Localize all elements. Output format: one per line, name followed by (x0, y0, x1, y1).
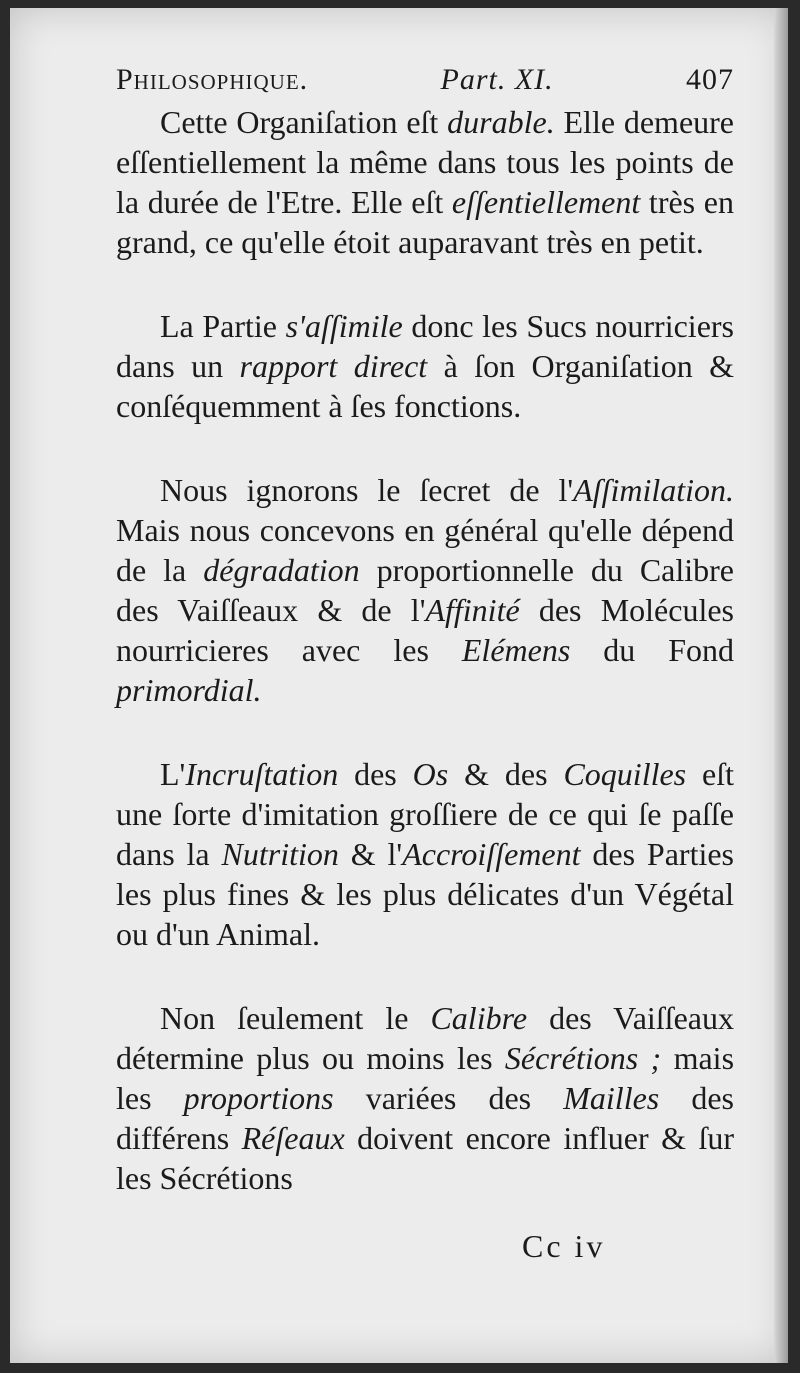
signature-mark: Cc iv (522, 1228, 606, 1264)
text-run: Mais nous concevons en général qu'elle dépend de la (116, 512, 734, 588)
text-run: Non ſeulement le (160, 1000, 431, 1036)
paragraph (116, 754, 734, 954)
text-run: à ſon Organiſation & conſéquemment à ſes fonctions. (116, 348, 734, 424)
paragraph (116, 998, 734, 1198)
italic-text-run: Affinité (425, 592, 520, 628)
book-page (10, 8, 788, 1363)
text-run: La Partie (160, 308, 286, 344)
paragraph (116, 306, 734, 426)
paragraph-container (116, 102, 734, 1198)
italic-text-run: Elémens (461, 632, 571, 668)
italic-text-run: Os (412, 756, 449, 792)
page-number: 407 (686, 63, 734, 96)
italic-text-run: Calibre (430, 1000, 528, 1036)
italic-text-run: Coquilles (563, 756, 687, 792)
italic-text-run: dégradation (203, 552, 360, 588)
italic-text-run: s'aſſimile (285, 308, 403, 344)
italic-text-run: primordial. (116, 672, 262, 708)
italic-text-run: Sécrétions ; (504, 1040, 662, 1076)
paragraph (116, 470, 734, 710)
text-run: eſt une ſorte d'imitation groſſiere de ce qui ſe paſſe dans la (116, 756, 735, 872)
italic-text-run: Incruſtation (185, 756, 339, 792)
text-run: & l' (338, 836, 403, 872)
text-run: très en grand, ce qu'elle étoit auparavant très en petit. (116, 184, 735, 260)
page-text-block (116, 60, 734, 1198)
page-spine-shadow (774, 8, 788, 1363)
italic-text-run: Réſeaux (241, 1120, 345, 1156)
part-label: Part. XI. (440, 63, 554, 96)
text-run: Nous ignorons le ſecret de l' (160, 472, 574, 508)
text-run: Cette Organiſation eſt (160, 104, 448, 140)
italic-text-run: Mailles (563, 1080, 660, 1116)
running-header (116, 60, 734, 100)
text-run: proportionnelle du Calibre des Vaiſſeaux & de l' (116, 552, 735, 628)
text-run: des Parties les plus fines & les plus délicates d'un Végétal ou d'un Animal. (116, 836, 734, 952)
italic-text-run: Aſſimilation. (573, 472, 734, 508)
text-run: des Vaiſſeaux détermine plus ou moins les (116, 1000, 735, 1076)
italic-text-run: durable. (447, 104, 555, 140)
text-run: des (338, 756, 413, 792)
italic-text-run: Accroiſſement (402, 836, 581, 872)
paragraph (116, 102, 734, 262)
italic-text-run: Nutrition (221, 836, 339, 872)
text-run: L' (160, 756, 186, 792)
text-run: variées des (333, 1080, 564, 1116)
text-run: donc les Sucs nourriciers dans un (116, 308, 735, 384)
running-title: Philosophique. (116, 63, 309, 96)
text-run: des différens (116, 1080, 735, 1156)
text-run: du Fond (570, 632, 735, 668)
italic-text-run: proportions (183, 1080, 334, 1116)
text-run: des Molécules nourricieres avec les (116, 592, 734, 668)
text-run: mais les (116, 1040, 735, 1116)
italic-text-run: rapport direct (239, 348, 428, 384)
text-run: & des (448, 756, 564, 792)
text-run: doivent encore influer & ſur les Sécrétions (116, 1120, 735, 1196)
text-run: Elle demeure eſſentiellement la même dans tous les points de la durée de l'Etre. Elle eſt (116, 104, 735, 220)
italic-text-run: eſſentiellement (451, 184, 641, 220)
